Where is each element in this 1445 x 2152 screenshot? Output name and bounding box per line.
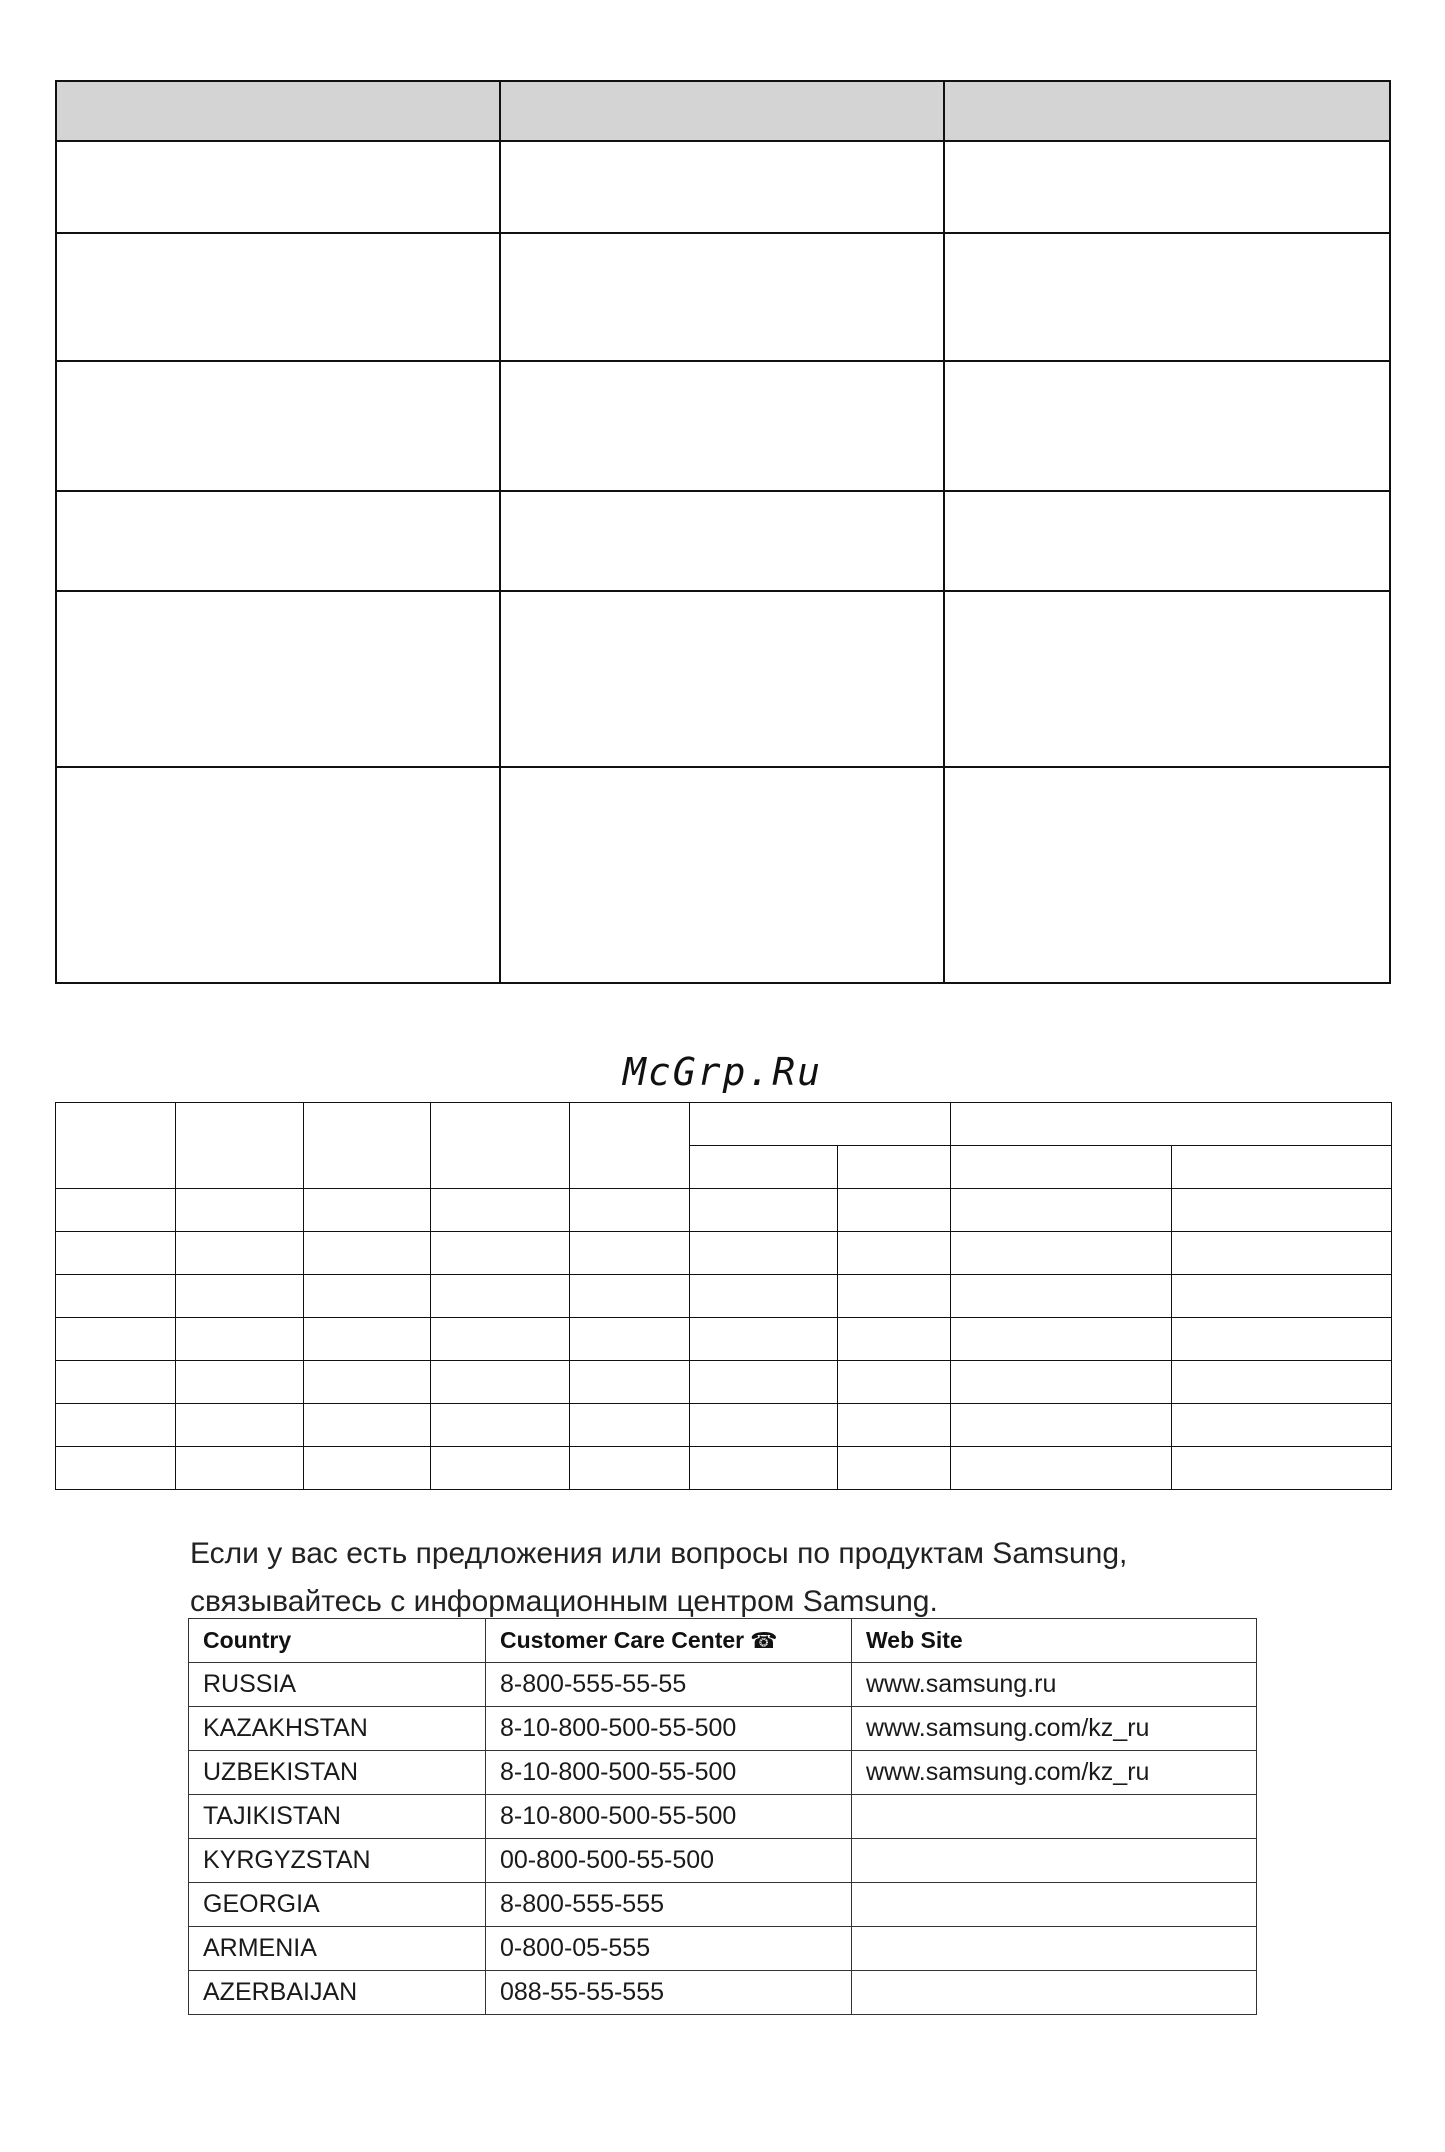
header-web-site: Web Site	[852, 1619, 1257, 1663]
country-cell: ARMENIA	[189, 1927, 486, 1971]
table-row	[189, 1927, 1257, 1971]
country-cell: AZERBAIJAN	[189, 1971, 486, 2015]
web-site-cell	[852, 1927, 1257, 1971]
country-cell: RUSSIA	[189, 1663, 486, 1707]
country-cell: KYRGYZSTAN	[189, 1839, 486, 1883]
table-row	[56, 1447, 1392, 1490]
web-site-cell	[852, 1795, 1257, 1839]
service-record-table	[55, 1102, 1392, 1490]
customer-care-table	[188, 1618, 1257, 2015]
header-customer-care-center	[486, 1619, 852, 1663]
contact-info-paragraph	[190, 1530, 1290, 1626]
table-row	[56, 767, 1390, 983]
table-row	[56, 1189, 1392, 1232]
phone-cell: 8-10-800-500-55-500	[486, 1707, 852, 1751]
web-site-cell: www.samsung.ru	[852, 1663, 1257, 1707]
warranty-table-header	[56, 81, 1390, 141]
customer-care-header	[189, 1619, 1257, 1663]
table-row	[56, 1361, 1392, 1404]
table-row	[56, 491, 1390, 591]
header-care-center-label: Customer Care Center	[500, 1627, 745, 1653]
web-site-cell	[852, 1883, 1257, 1927]
table-row	[56, 1404, 1392, 1447]
web-site-cell: www.samsung.com/kz_ru	[852, 1751, 1257, 1795]
country-cell: TAJIKISTAN	[189, 1795, 486, 1839]
phone-cell: 8-800-555-555	[486, 1883, 852, 1927]
table-row	[56, 141, 1390, 233]
country-cell: GEORGIA	[189, 1883, 486, 1927]
table-row	[56, 1232, 1392, 1275]
table-row	[189, 1883, 1257, 1927]
table-row	[189, 1707, 1257, 1751]
watermark: McGrp.Ru	[622, 1050, 823, 1094]
table-row	[56, 1318, 1392, 1361]
service-record-header	[56, 1103, 1392, 1146]
table-row	[56, 591, 1390, 767]
info-line-1: Если у вас есть предложения или вопросы по продуктам Samsung,	[190, 1537, 1128, 1570]
warranty-table	[55, 80, 1391, 984]
table-row	[189, 1839, 1257, 1883]
country-cell: UZBEKISTAN	[189, 1751, 486, 1795]
phone-icon: ☎	[750, 1628, 778, 1653]
table-row	[189, 1971, 1257, 2015]
phone-cell: 8-10-800-500-55-500	[486, 1751, 852, 1795]
phone-cell: 088-55-55-555	[486, 1971, 852, 2015]
web-site-cell	[852, 1839, 1257, 1883]
country-cell: KAZAKHSTAN	[189, 1707, 486, 1751]
header-country: Country	[189, 1619, 486, 1663]
table-row	[189, 1795, 1257, 1839]
web-site-cell: www.samsung.com/kz_ru	[852, 1707, 1257, 1751]
table-row	[56, 361, 1390, 491]
table-row	[189, 1663, 1257, 1707]
phone-cell: 8-10-800-500-55-500	[486, 1795, 852, 1839]
phone-cell: 0-800-05-555	[486, 1927, 852, 1971]
web-site-cell	[852, 1971, 1257, 2015]
table-row	[56, 1275, 1392, 1318]
phone-cell: 8-800-555-55-55	[486, 1663, 852, 1707]
table-row	[56, 233, 1390, 361]
table-row	[189, 1751, 1257, 1795]
info-line-2: связывайтесь с информационным центром Samsung.	[190, 1585, 938, 1618]
phone-cell: 00-800-500-55-500	[486, 1839, 852, 1883]
